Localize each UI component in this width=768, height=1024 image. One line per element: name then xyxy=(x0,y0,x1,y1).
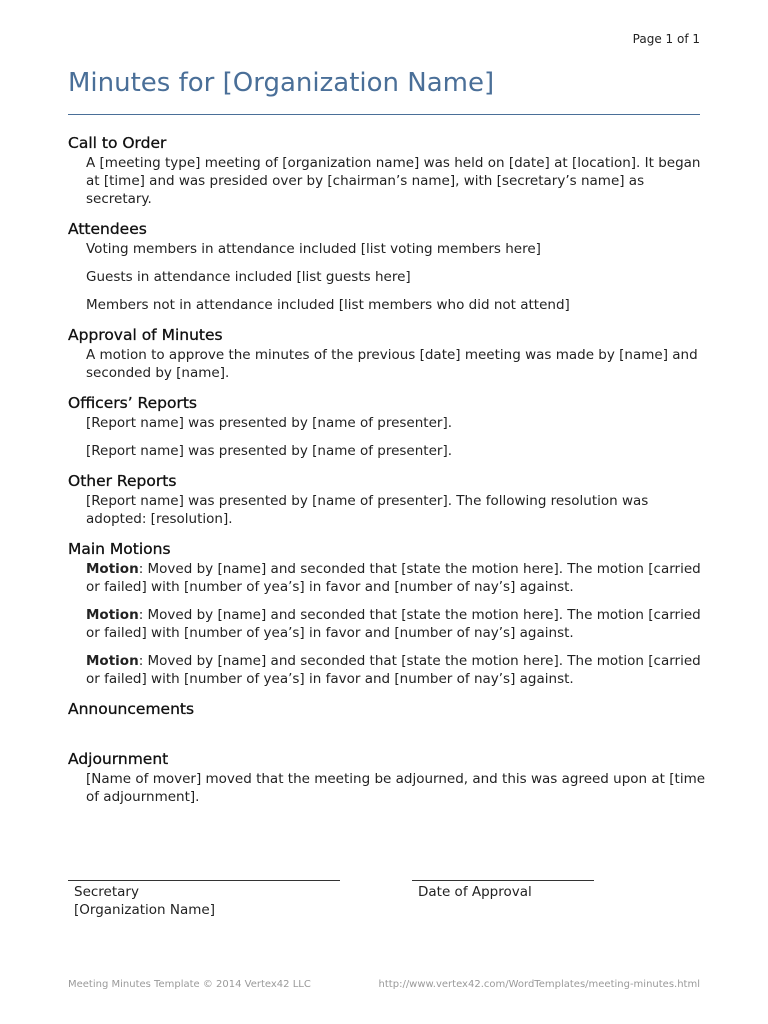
motion-text: : Moved by [name] and seconded that [state the motion here]. The motion [carried or failed] with [number of yea’s] in favor and [number of nay’s] against. xyxy=(86,653,701,687)
secretary-signature xyxy=(68,880,340,919)
section-heading: Other Reports xyxy=(68,472,177,490)
attendee-line: Voting members in attendance included [list voting members here] xyxy=(86,241,541,257)
page-title: Minutes for [Organization Name] xyxy=(68,68,495,98)
approval-date-signature xyxy=(412,880,594,901)
section-heading: Announcements xyxy=(68,700,195,718)
section-text: A [meeting type] meeting of [organization name] was held on [date] at [location]. It began at [time] and was presided over by [chairman’s name], with [secretary’s name] as secretary. xyxy=(86,155,701,207)
footer-copyright: Meeting Minutes Template © 2014 Vertex42 LLC xyxy=(68,979,311,990)
page-number: Page 1 of 1 xyxy=(632,32,700,46)
organization-label: [Organization Name] xyxy=(74,902,215,918)
section-announcements xyxy=(68,698,708,720)
signature-line xyxy=(412,880,594,881)
section-text: [Report name] was presented by [name of presenter]. The following resolution was adopted: [resolution]. xyxy=(86,493,649,527)
section-heading: Approval of Minutes xyxy=(68,326,223,344)
title-divider xyxy=(68,114,700,115)
motion-item xyxy=(86,606,708,642)
date-of-approval-label: Date of Approval xyxy=(418,884,532,900)
report-line: [Report name] was presented by [name of presenter]. xyxy=(86,415,453,431)
section-approval-of-minutes xyxy=(68,324,708,382)
signature-line xyxy=(68,880,340,881)
section-officers-reports xyxy=(68,392,708,460)
attendee-line: Members not in attendance included [list members who did not attend] xyxy=(86,297,570,313)
section-call-to-order xyxy=(68,132,708,208)
attendee-line: Guests in attendance included [list guests here] xyxy=(86,269,411,285)
report-line: [Report name] was presented by [name of presenter]. xyxy=(86,443,453,459)
motion-label: Motion xyxy=(86,561,139,577)
section-text: A motion to approve the minutes of the previous [date] meeting was made by [name] and seconded by [name]. xyxy=(86,347,698,381)
secretary-label: Secretary xyxy=(74,884,139,900)
section-other-reports xyxy=(68,470,708,528)
footer-url[interactable]: http://www.vertex42.com/WordTemplates/meeting-minutes.html xyxy=(378,979,700,990)
section-heading: Attendees xyxy=(68,220,147,238)
motion-item xyxy=(86,652,708,688)
section-heading: Main Motions xyxy=(68,540,171,558)
motion-label: Motion xyxy=(86,607,139,623)
document-body xyxy=(68,132,708,806)
section-heading: Call to Order xyxy=(68,134,167,152)
motion-item xyxy=(86,560,708,596)
section-heading: Adjournment xyxy=(68,750,169,768)
section-heading: Officers’ Reports xyxy=(68,394,198,412)
signature-area xyxy=(68,880,708,940)
section-main-motions xyxy=(68,538,708,688)
motion-text: : Moved by [name] and seconded that [state the motion here]. The motion [carried or failed] with [number of yea’s] in favor and [number of nay’s] against. xyxy=(86,561,701,595)
section-adjournment xyxy=(68,748,708,806)
section-attendees xyxy=(68,218,708,314)
section-text: [Name of mover] moved that the meeting be adjourned, and this was agreed upon at [time of adjournment]. xyxy=(86,771,706,805)
motion-text: : Moved by [name] and seconded that [state the motion here]. The motion [carried or failed] with [number of yea’s] in favor and [number of nay’s] against. xyxy=(86,607,701,641)
motion-label: Motion xyxy=(86,653,139,669)
